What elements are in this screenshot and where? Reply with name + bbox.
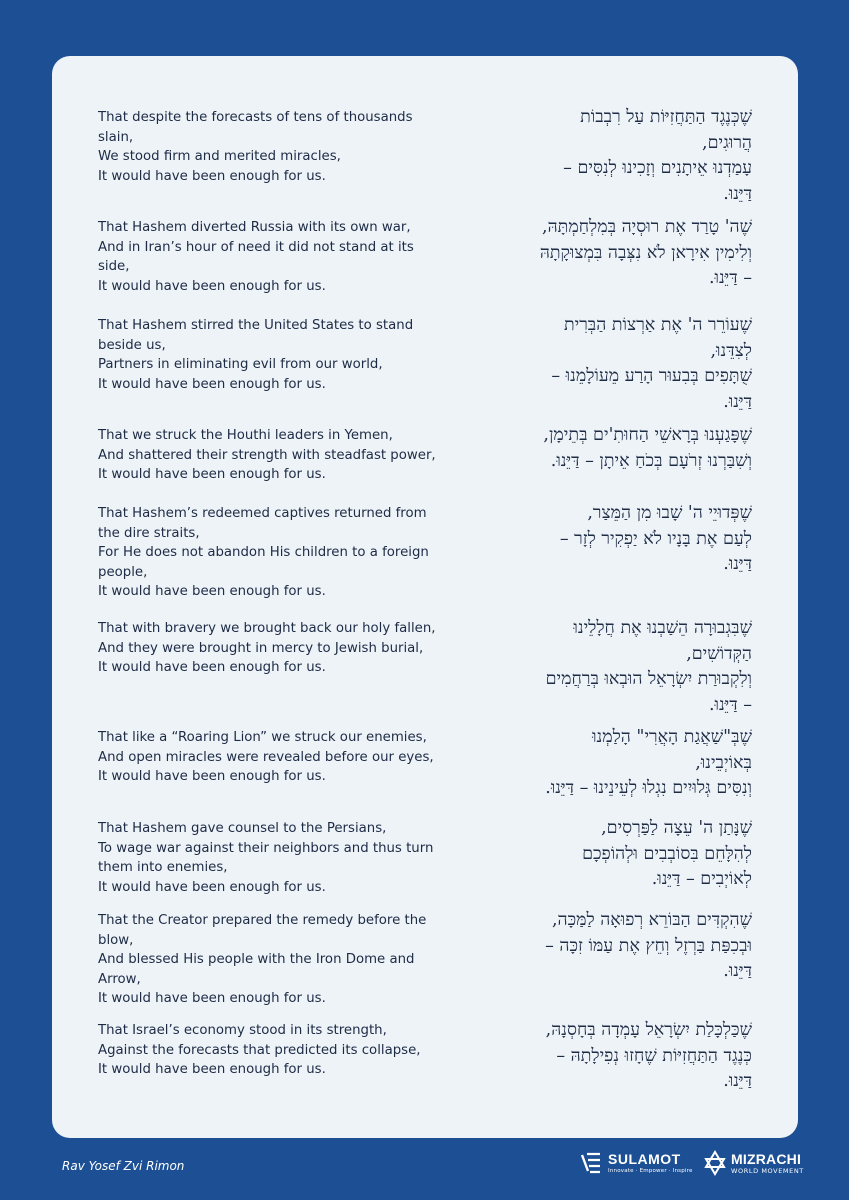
- stanza-english: [98, 911, 448, 1009]
- english-line: To wage war against their neighbors and thus turn: [98, 840, 434, 856]
- stanza-english: [98, 1021, 448, 1095]
- english-line: Arrow,: [98, 971, 141, 987]
- english-line: blow,: [98, 932, 134, 948]
- english-line: That with bravery we brought back our holy fallen,: [98, 621, 436, 636]
- stanza-english: [98, 504, 448, 602]
- english-line: It would have been enough for us.: [98, 991, 326, 1006]
- english-line: It would have been enough for us.: [98, 584, 326, 599]
- content-card: [52, 56, 798, 1138]
- stanza-hebrew: [514, 313, 752, 415]
- hebrew-line: – דַּיֵּנוּ.: [708, 268, 752, 288]
- stanza-english: [98, 316, 448, 415]
- hebrew-line: דַּיֵּנוּ.: [723, 183, 752, 204]
- hebrew-line: שֶׁנָּתַן ה' עֵצָה לַפַּרְסִים,: [601, 818, 752, 838]
- hebrew-line: שֶׁפָּגַעְנוּ בְּרָאשֵׁי הַחוּתִ'ים בְּתֵימָן,: [543, 425, 752, 445]
- hebrew-line: שֶׁהִקְדִּים הַבּוֹרֵא רְפוּאָה לַמַּכָּה,: [551, 910, 752, 930]
- star-of-david-icon: [704, 1150, 726, 1176]
- hebrew-line: שֶׁבְּ"שַׁאֲגַת הָאֲרִי" הָלַמְנוּ: [592, 727, 752, 747]
- stanza: [98, 728, 752, 802]
- english-line: For He does not abandon His children to a foreign: [98, 545, 429, 560]
- hebrew-line: בְּאוֹיְבֵינוּ,: [695, 752, 752, 773]
- hebrew-line: דַּיֵּנוּ.: [723, 1071, 752, 1091]
- english-line: And they were brought in mercy to Jewish burial,: [98, 640, 424, 656]
- english-line: That despite the forecasts of tens of thousands: [98, 110, 413, 125]
- english-line: And in Iran’s hour of need it did not stand at its: [98, 239, 414, 255]
- stanza: [98, 911, 752, 1009]
- hebrew-line: שֶׁבִּגְבוּרָה הֵשַׁבְנוּ אֶת חֲלָלֵינוּ: [573, 618, 752, 638]
- hebrew-line: דַּיֵּנוּ.: [723, 961, 752, 981]
- hebrew-line: דַּיֵּנוּ.: [723, 554, 752, 574]
- english-line: That Hashem stirred the United States to stand: [98, 318, 414, 333]
- stanza: [98, 316, 752, 415]
- english-line: the dire straits,: [98, 525, 200, 541]
- stanza: [98, 504, 752, 602]
- hebrew-line: וְלִימִין אִירָאן לֹא נִצְּבָה בִּמְצוּקָתָהּ: [539, 242, 752, 263]
- stanza: [98, 819, 752, 897]
- stanza-hebrew: [514, 215, 752, 296]
- stanza-hebrew: [514, 105, 752, 207]
- hebrew-line: וְשִׁבַּרְנוּ זְרֹעָם בְּכֹחַ אֵיתָן – דַּיֵּנוּ.: [550, 450, 752, 471]
- english-line: That Hashem gave counsel to the Persians,: [98, 821, 387, 836]
- hebrew-line: לְהִלָּחֵם בִּסוֹבְבִים וּלְהוֹפְכָם: [582, 843, 752, 864]
- hebrew-line: שֶׁכְּנֶגֶד הַתַּחֲזִיּוֹת עַל רִבְבוֹת: [580, 107, 752, 127]
- sulamot-ladder-icon: [580, 1151, 602, 1175]
- stanza-hebrew: [514, 616, 752, 718]
- english-line: That Israel’s economy stood in its strength,: [98, 1023, 387, 1038]
- hebrew-line: שֶׁפְּדוּיֵי ה' שָׁבוּ מִן הַמֵּצַר,: [587, 503, 752, 523]
- sulamot-logo: [580, 1151, 693, 1175]
- english-line: beside us,: [98, 337, 166, 353]
- hebrew-line: וּבְכִפַּת בַּרְזֶל וְחֵץ אֶת עַמּוֹ זִכָּה –: [545, 935, 752, 956]
- english-line: That Hashem’s redeemed captives returned from: [98, 506, 427, 521]
- english-line: And open miracles were revealed before our eyes,: [98, 749, 434, 765]
- sulamot-name: SULAMOT: [608, 1150, 681, 1167]
- stanza: [98, 218, 752, 296]
- english-line: It would have been enough for us.: [98, 278, 326, 294]
- stanza: [98, 426, 752, 485]
- stanza: [98, 108, 752, 207]
- stanza-hebrew: [514, 423, 752, 485]
- stanza-english: [98, 619, 448, 718]
- hebrew-line: כְּנֶגֶד הַתַּחֲזִיּוֹת שֶׁחָזוּ נְפִילָתָהּ –: [556, 1045, 752, 1066]
- stanza: [98, 619, 752, 718]
- stanza-english: [98, 819, 448, 897]
- stanza-english: [98, 218, 448, 296]
- author-credit: Rav Yosef Zvi Rimon: [62, 1159, 185, 1173]
- english-line: That Hashem diverted Russia with its own war,: [98, 220, 411, 235]
- english-line: side,: [98, 259, 130, 274]
- english-line: It would have been enough for us.: [98, 467, 326, 482]
- english-line: It would have been enough for us.: [98, 168, 326, 184]
- stanza-english: [98, 728, 448, 802]
- english-line: It would have been enough for us.: [98, 660, 326, 675]
- hebrew-line: עָמַדְנוּ אֵיתָנִים וְזָכִינוּ לְנִסִּים –: [563, 158, 752, 178]
- stanza-hebrew: [514, 816, 752, 897]
- hebrew-line: לְאוֹיְבִים – דַּיֵּנוּ.: [651, 869, 752, 889]
- english-line: slain,: [98, 129, 134, 145]
- hebrew-line: לְעַם אֶת בָּנָיו לֹא יַפְקִיר לְזָר –: [559, 528, 752, 549]
- english-line: And shattered their strength with steadfast power,: [98, 447, 436, 463]
- english-line: Against the forecasts that predicted its collapse,: [98, 1042, 421, 1058]
- english-line: them into enemies,: [98, 860, 228, 875]
- english-line: It would have been enough for us.: [98, 879, 326, 895]
- english-line: It would have been enough for us.: [98, 1062, 326, 1077]
- english-line: And blessed His people with the Iron Dome and: [98, 952, 415, 967]
- english-line: That we struck the Houthi leaders in Yemen,: [98, 428, 393, 443]
- hebrew-line: – דַּיֵּנוּ.: [708, 694, 752, 715]
- mizrachi-tagline: WORLD MOVEMENT: [731, 1166, 804, 1175]
- english-line: Partners in eliminating evil from our world,: [98, 357, 383, 372]
- sulamot-tagline: Innovate · Empower · Inspire: [608, 1167, 693, 1174]
- hebrew-line: וְנִסִּים גְּלוּיִים נִגְלוּ לְעֵינֵינוּ – דַּיֵּנוּ.: [545, 778, 752, 798]
- english-line: We stood firm and merited miracles,: [98, 149, 341, 164]
- hebrew-line: שֶׁכַּלְכָּלַת יִשְׂרָאֵל עָמְדָה בְּחָסְנָהּ,: [545, 1020, 752, 1040]
- stanza-hebrew: [514, 1018, 752, 1095]
- hebrew-line: דַּיֵּנוּ.: [723, 391, 752, 412]
- mizrachi-name: MIZRACHI: [731, 1150, 802, 1167]
- hebrew-line: שֶׁעוֹרֵר ה' אֶת אַרְצוֹת הַבְּרִית: [563, 315, 752, 335]
- stanza-hebrew: [514, 725, 752, 802]
- english-line: That the Creator prepared the remedy before the: [98, 913, 427, 928]
- english-line: That like a “Roaring Lion” we struck our enemies,: [98, 730, 427, 745]
- english-line: It would have been enough for us.: [98, 376, 326, 392]
- hebrew-line: שֻׁתָּפִים בְּבִעוּר הָרַע מֵעוֹלָמֵנוּ –: [551, 366, 752, 386]
- english-line: people,: [98, 564, 148, 580]
- stanza-english: [98, 108, 448, 207]
- stanza-hebrew: [514, 908, 752, 1009]
- english-line: It would have been enough for us.: [98, 769, 326, 784]
- mizrachi-logo: [704, 1150, 804, 1176]
- stanza-hebrew: [514, 501, 752, 602]
- hebrew-line: לְצִדֵּנוּ,: [710, 340, 752, 361]
- stanza: [98, 1021, 752, 1095]
- hebrew-line: וְלִקְבוּרַת יִשְׂרָאֵל הוּבְאוּ בְּרַחֲמִים: [545, 669, 752, 689]
- hebrew-line: שֶׁה' טָרַד אֶת רוּסְיָה בְּמִלְחַמְתָּהּ,: [542, 217, 752, 237]
- hebrew-line: הֲרוּגִים,: [702, 132, 752, 153]
- hebrew-line: הַקְּדוֹשִׁים,: [686, 643, 752, 664]
- stanza-english: [98, 426, 448, 485]
